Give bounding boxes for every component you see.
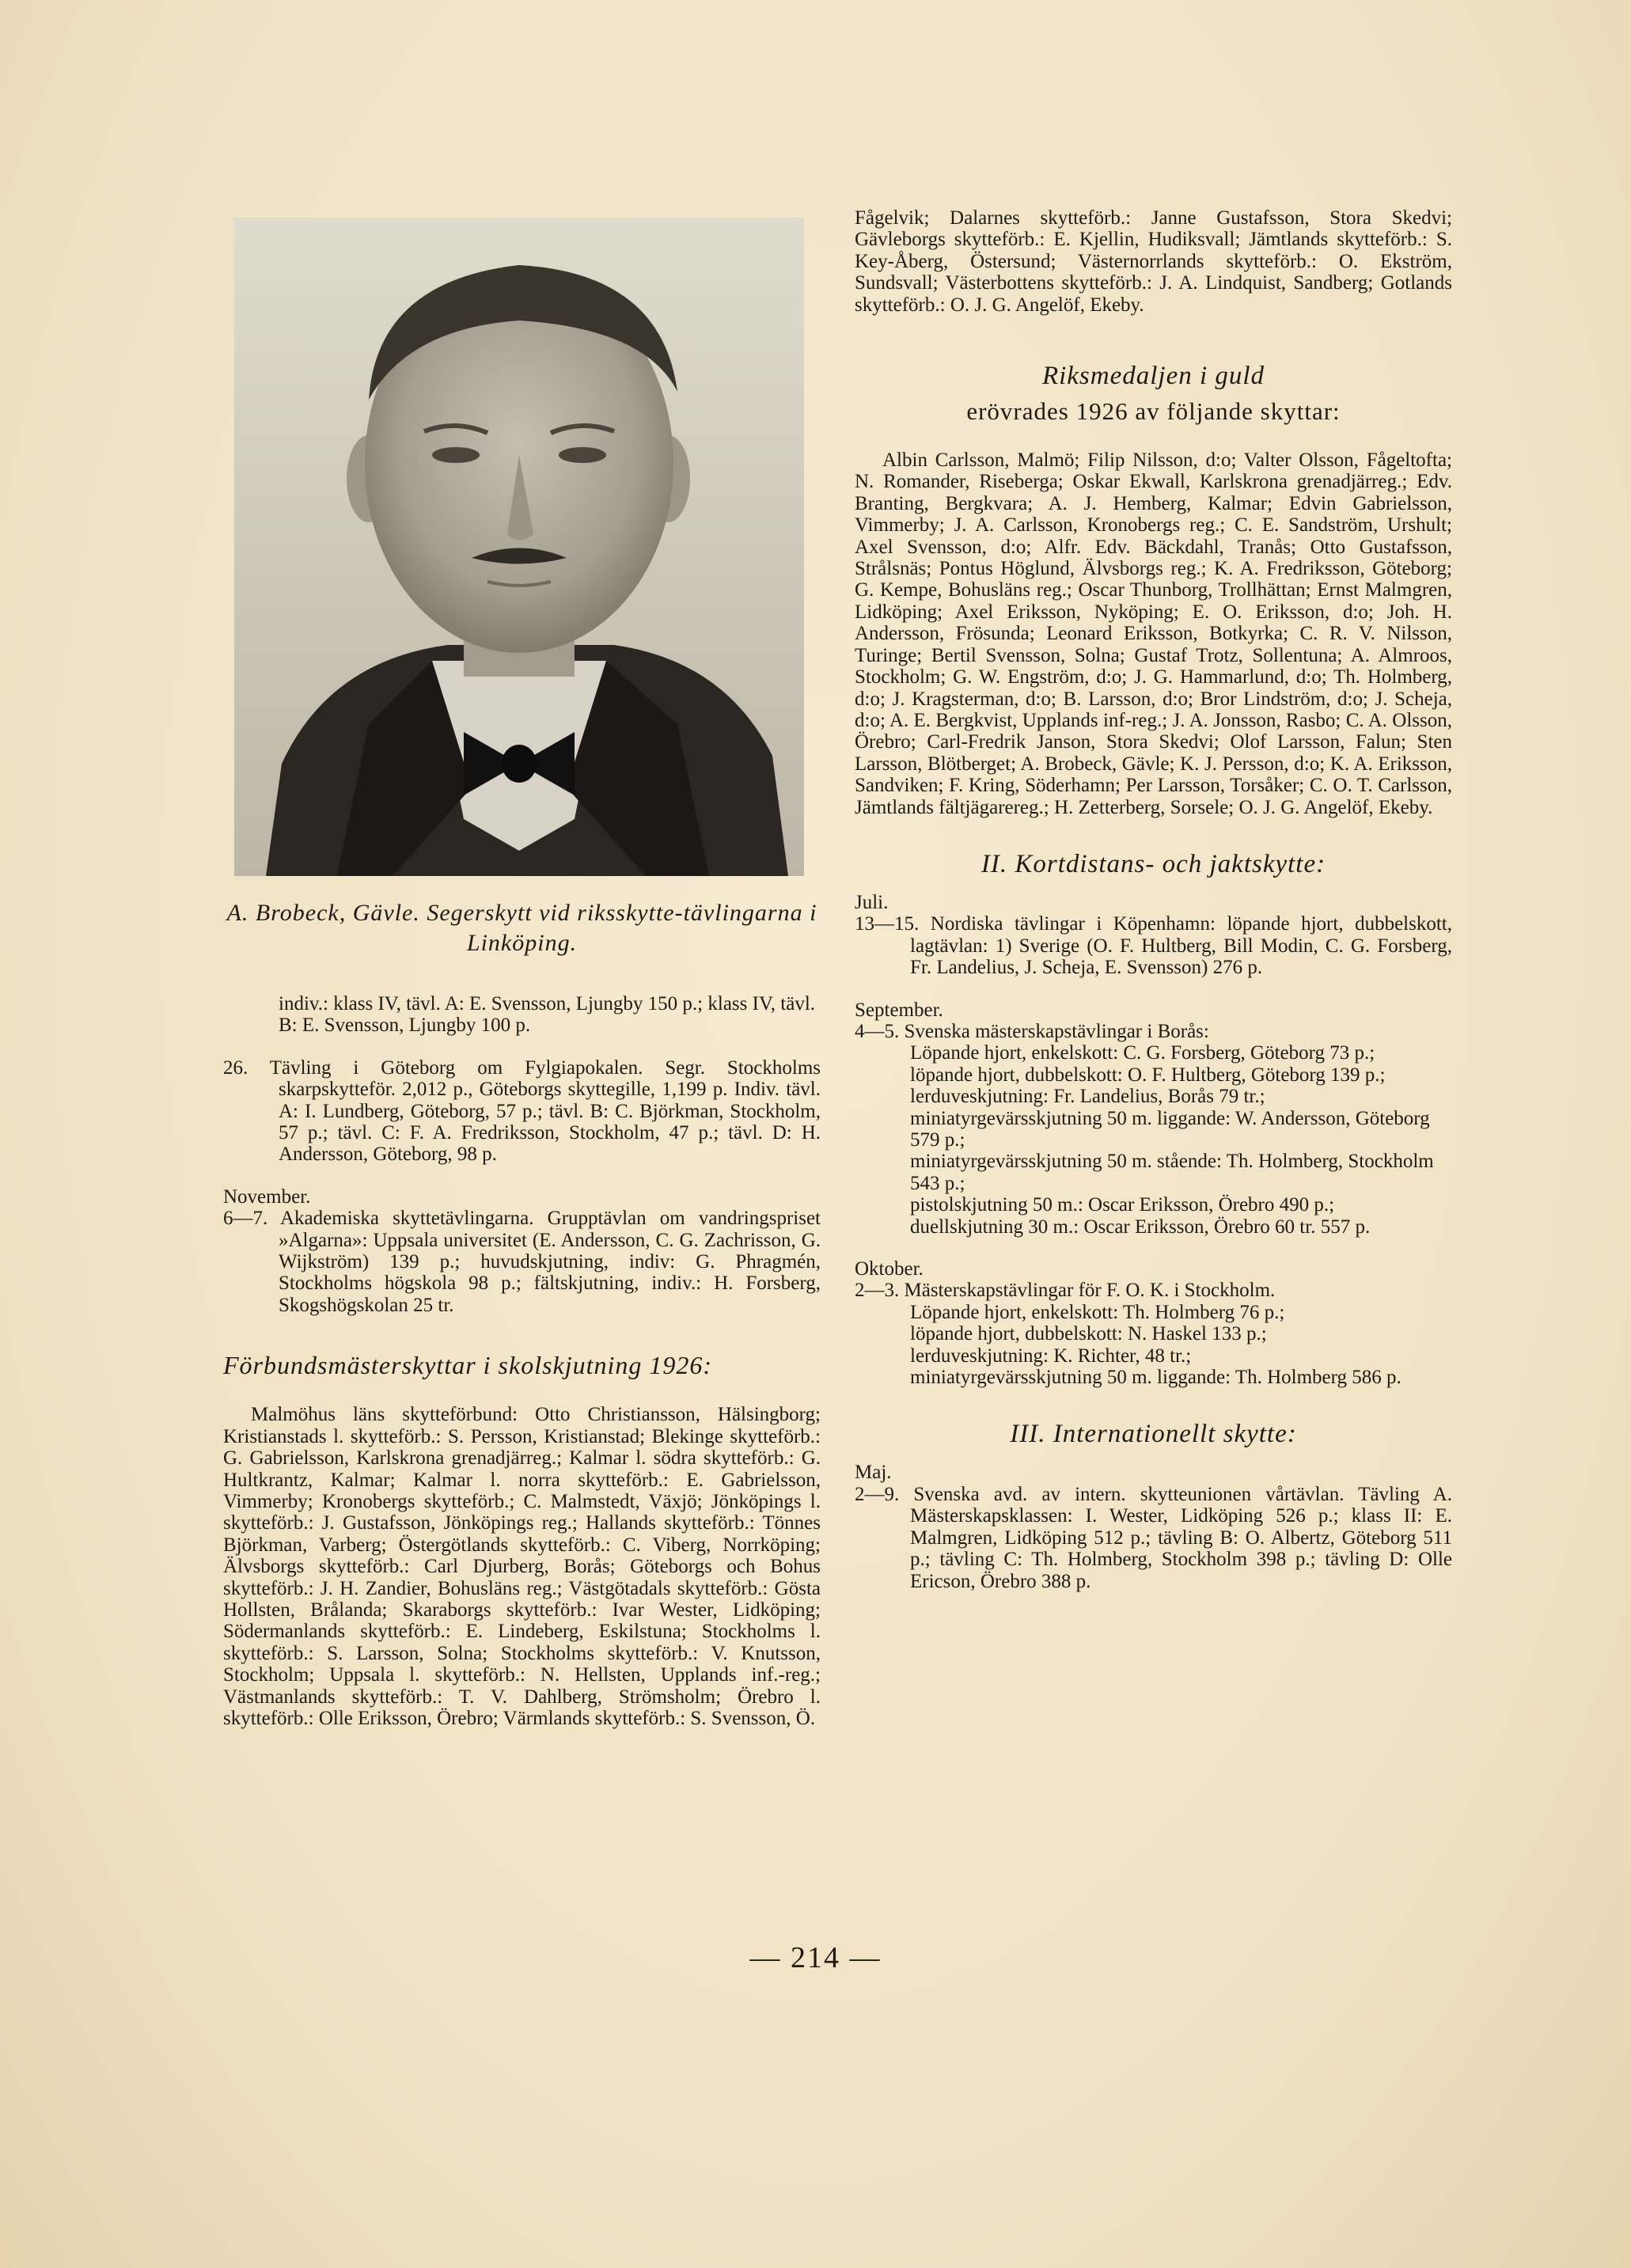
fok-line: Löpande hjort, enkelskott: Th. Holmberg 76 p.; [910, 1301, 1285, 1323]
month-oktober: Oktober. [855, 1258, 924, 1280]
results-block-varatavlan: 2—9. Svenska avd. av intern. skytteunionen vårtävlan. Tävling A. Mästerskapsklassen: I. Wester, Lidköping 526 p.; klass II: E. Malmgren, Lidköping 512 p.; tävling B: O. Albertz, Göteborg 511 p.; tävling C: Th. Holmberg, Stockholm 398 p.; tävling D: Olle Ericson, Örebro 388 p. [855, 1483, 1452, 1592]
month-september: September. [855, 999, 943, 1021]
results-block-nordiska: 13—15. Nordiska tävlingar i Köpenhamn: löpande hjort, dubbelskott, lagtävlan: 1) Sverige (O. F. Hultberg, Bill Modin, C. G. Forsberg, Fr. Landelius, J. Scheja, E. Svensson) 276 p. [855, 913, 1452, 979]
portrait-photo [234, 218, 804, 876]
results-block-fylgiapokalen: 26. Tävling i Göteborg om Fylgiapokalen. Segr. Stockholms skarpskytteför. 2,012 p., Göteborgs skyttegille, 1,199 p. Indiv. tävl. A: I. Lundberg, Göteborg, 57 p.; tävl. B: C. Björkman, Stockholm, 57 p.; tävl. C: F. A. Fredriksson, Stockholm, 47 p.; tävl. D: H. Andersson, Göteborg, 98 p. [223, 1056, 821, 1166]
boras-line: miniatyrgevärsskjutning 50 m. stående: Th. Holmberg, Stockholm 543 p.; [910, 1151, 1434, 1194]
photo-caption: A. Brobeck, Gävle. Segerskytt vid riksskytte-tävlingarna i Linköping. [226, 900, 817, 956]
month-november: November. [223, 1185, 311, 1208]
fok-line: löpande hjort, dubbelskott: N. Haskel 133 p.; [910, 1323, 1267, 1345]
boras-line: lerduveskjutning: Fr. Landelius, Borås 79 tr.; [910, 1086, 1265, 1108]
boras-line: löpande hjort, dubbelskott: O. F. Hultberg, Göteborg 139 p.; [910, 1064, 1386, 1086]
heading-internationellt: III. Internationellt skytte: [1010, 1420, 1297, 1449]
results-block-forbundsmasterskyttar: Malmöhus läns skytteförbund: Otto Christiansson, Hälsingborg; Kristianstads l. skytteförb.: S. Persson, Kristianstad; Blekinge skytteförb.: G. Gabrielsson, Karlskrona grenadjärreg.; Kalmar l. södra skytteförb.: G. Hultkrantz, Kalmar; Kalmar l. norra skytteförb.: E. Gabrielsson, Vimmerby; Kronobergs skytteförb.; C. Malmstedt, Växjö; Jönköpings l. skytteförb.: J. Gustafsson, Jönköpings reg.; Hallands skytteförb.: Tönnes Björkman, Varberg; Östergötlands skytteförb.: C. Viberg, Norrköping; Älvsborgs skytteförb.: Carl Djurberg, Borås; Göteborgs och Bohus skytteförb.: J. H. Zandier, Bohusläns reg.; Västgötadals skytteförb.: Gösta Hollsten, Brålanda; Skaraborgs skytteförb.: Ivar Wester, Lidköping; Södermanlands skytteförb.: E. Lindeberg, Eskilstuna; Stockholms l. skytteförb.: S. Larsson, Solna; Stockholms skytteförb.: V. Knutsson, Stockholm; Uppsala l. skytteförb.: N. Hellsten, Upplands inf.-reg.; Västmanlands skytteförb.: T. V. Dahlberg, Strömsholm; Örebro l. skytteförb.: Olle Eriksson, Örebro; Värmlands skytteförb.: S. Svensson, Ö. [223, 1404, 821, 1729]
heading-kortdistans: II. Kortdistans- och jaktskytte: [980, 849, 1326, 878]
results-block-riksmedaljen: Albin Carlsson, Malmö; Filip Nilsson, d:o; Valter Olsson, Fågeltofta; N. Romander, Riseberga; Oskar Ekwall, Karlskrona grenadjärreg.; Edv. Branting, Bergkvara; A. J. Hemberg, Kalmar; Edvin Gabrielsson, Vimmerby; J. A. Carlsson, Kronobergs reg.; C. E. Sandström, Urshult; Axel Svensson, d:o; Alfr. Edv. Bäckdahl, Tranås; Otto Gustafsson, Strålsnäs; Pontus Höglund, Älvsborgs reg.; K. A. Fredriksson, Göteborg; G. Kempe, Bohusläns reg.; Oscar Thunborg, Trollhättan; Ernst Malmgren, Lidköping; Axel Eriksson, Nyköping; E. O. Eriksson, d:o; Joh. H. Andersson, Frösunda; Leonard Eriksson, Botkyrka; C. R. V. Nilsson, Turinge; Bertil Svensson, Solna; Gustaf Trotz, Sollentuna; A. Almroos, Stockholm; G. W. Engström, d:o; J. G. Hammarlund, d:o; Th. Holmberg, d:o; J. Kragsterman, d:o; B. Larsson, d:o; Bror Lindström, d:o; J. Scheja, d:o; A. E. Bergkvist, Upplands inf-reg.; J. A. Jonsson, Rasbo; C. A. Olsson, Örebro; Carl-Fredrik Janson, Stora Skedvi; Olof Larsson, Falun; Sten Larsson, Blötberget; A. Brobeck, Gävle; K. J. Persson, d:o; K. A. Eriksson, Sandviken; F. Kring, Söderhamn; Per Larsson, Torsåker; C. O. T. Carlsson, Jämtlands fältjägarereg.; H. Zetterberg, Sorsele; O. J. G. Angelöf, Ekeby. [855, 449, 1452, 818]
fok-line: lerduveskjutning: K. Richter, 48 tr.; [910, 1344, 1192, 1367]
results-block-indiv: indiv.: klass IV, tävl. A: E. Svensson, Ljungby 150 p.; klass IV, tävl. B: E. Svensson, Ljungby 100 p. [279, 993, 816, 1037]
fok-line: miniatyrgevärsskjutning 50 m. liggande: Th. Holmberg 586 p. [910, 1367, 1402, 1389]
page-number: — 214 — [749, 1941, 882, 1974]
results-block-forbundsmasterskyttar-cont: Fågelvik; Dalarnes skytteförb.: Janne Gustafsson, Stora Skedvi; Gävleborgs skytteförb.: E. Kjellin, Hudiksvall; Jämtlands skytteförb.: S. Key-Åberg, Östersund; Västernorrlands skytteförb.: O. Ekström, Sundsvall; Västerbottens skytteförb.: J. A. Lindquist, Sandberg; Gotlands skytteförb.: O. J. G. Angelöf, Ekeby. [855, 207, 1452, 316]
heading-riksmedaljen: Riksmedaljen i guld [1041, 362, 1265, 391]
boras-line: Löpande hjort, enkelskott: C. G. Forsberg, Göteborg 73 p.; [910, 1042, 1375, 1064]
results-block-akademiska: 6—7. Akademiska skyttetävlingarna. Grupptävlan om vandringspriset »Algarna»: Uppsala universitet (E. Andersson, C. G. Zachrisson, G. Wijkström) 139 p.; huvudskjutning, indiv: G. Phragmén, Stockholms högskola 98 p.; fältskjutning, indiv.: H. Forsberg, Skogshögskolan 25 tr. [223, 1208, 821, 1316]
boras-line: pistolskjutning 50 m.: Oscar Eriksson, Örebro 490 p.; [910, 1194, 1335, 1216]
boras-line: duellskjutning 30 m.: Oscar Eriksson, Örebro 60 tr. 557 p. [910, 1216, 1371, 1238]
month-juli: Juli. [855, 891, 889, 913]
results-block-boras: 4—5. Svenska mästerskapstävlingar i Borås: [855, 1020, 1209, 1042]
left-column [223, 993, 821, 1729]
right-column [855, 207, 1452, 1592]
month-maj: Maj. [855, 1462, 892, 1484]
heading-skolskjutning: Förbundsmästerskyttar i skolskjutning 1926: [223, 1351, 713, 1380]
results-block-fok: 2—3. Mästerskapstävlingar för F. O. K. i Stockholm. [855, 1280, 1276, 1302]
subhead-riksmedaljen: erövrades 1926 av följande skyttar: [966, 397, 1341, 426]
boras-line: miniatyrgevärsskjutning 50 m. liggande: W. Andersson, Göteborg 579 p.; [910, 1107, 1430, 1151]
portrait-image [234, 218, 804, 876]
